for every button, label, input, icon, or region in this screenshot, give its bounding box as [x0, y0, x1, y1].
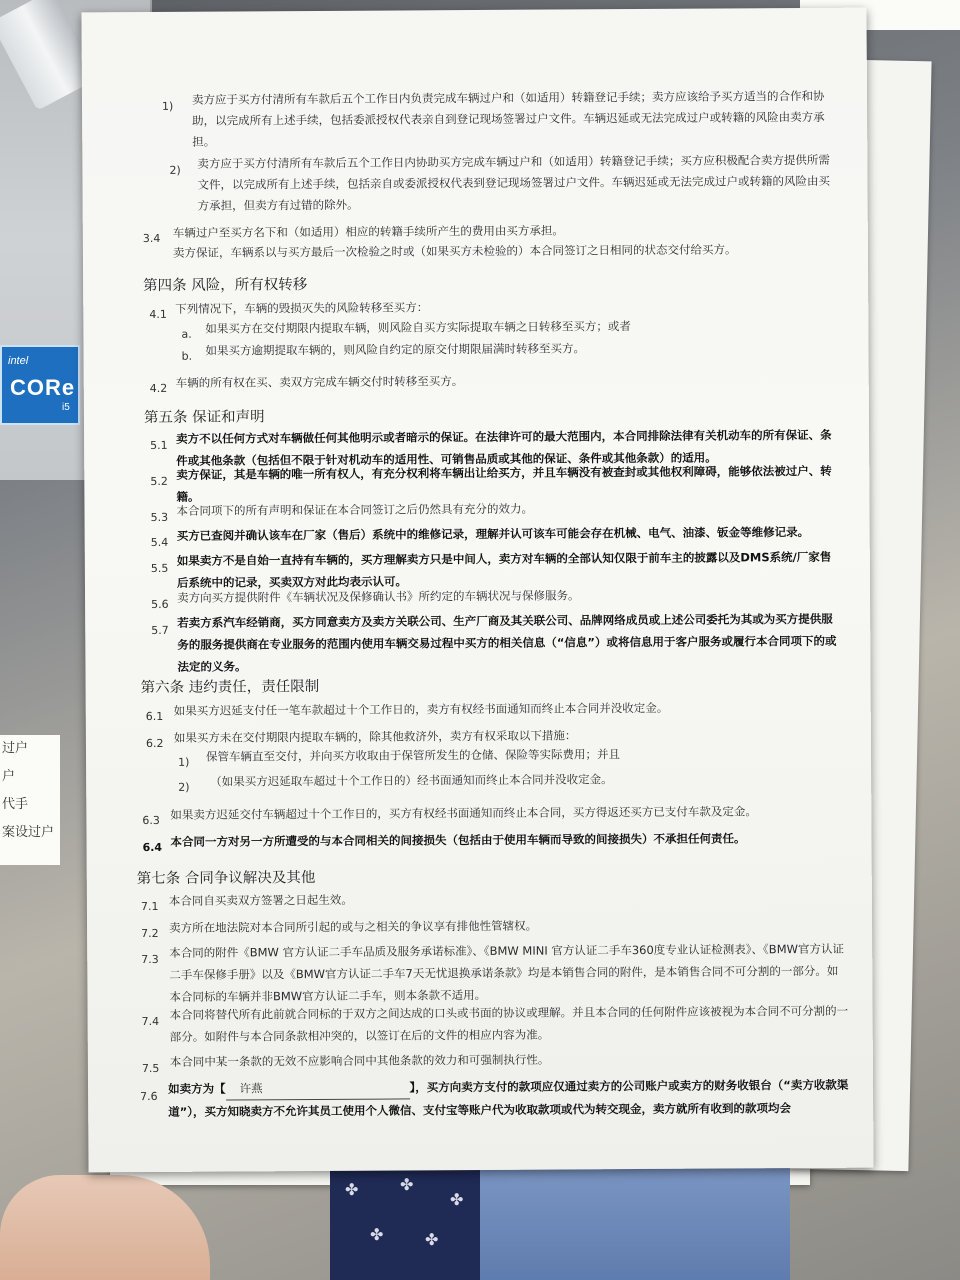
clause-text: 车辆过户至买方名下和（如适用）相应的转籍手续所产生的费用由买方承担。	[172, 223, 564, 240]
clause-number: 5.7	[151, 623, 169, 637]
clause-text: 如果买方迟延支付任一笔车款超过十个工作日的，卖方有权经书面通知而终止本合同并没收定金。	[173, 700, 669, 718]
clause-text-7-6	[168, 1074, 858, 1123]
clause-text: 本合同一方对另一方所遭受的与本合同相关的间接损失（包括由于使用车辆而导致的间接损失）不承担任何责任。	[170, 831, 746, 849]
intel-brand: intel	[8, 355, 29, 367]
clause-number: 7.4	[141, 1014, 160, 1029]
clause-text: 卖方应于买方付清所有车款后五个工作日内协助买方完成车辆过户和（如适用）转籍登记手续；买方应积极配合卖方提供所需文件，以完成所有上述手续，包括亲自或委派授权代表到登记现场签署过户文件。车辆迟延或无法完成过户或转籍的风险由买方承担，但卖方有过错的除外。	[197, 152, 831, 213]
clause-text: 如果买方逾期提取车辆的，则风险自约定的原交付期限届满时转移至买方。	[205, 341, 586, 358]
clause-number: 6.2	[145, 736, 164, 751]
clause-number: 5.3	[150, 510, 169, 524]
clause-text: 若卖方系汽车经销商，买方同意卖方及卖方关联公司、生产厂商及其关联公司、品牌网络成员或上述公司委托为其或为买方提供服务的服务提供商在专业服务的范围内使用车辆交易过程中买方的相关信息（“信息”）或将信息用于客户服务或履行本合同项下的或法定的义务。	[177, 611, 837, 674]
clause-text: 如果买方未在交付期限内提取车辆的，除其他救济外，卖方有权采取以下措施：	[173, 728, 577, 745]
intel-core-sticker	[0, 345, 80, 425]
back-paper-left	[0, 735, 60, 865]
seller-name-field: 许燕	[225, 1076, 409, 1100]
clause-number: 7.6	[140, 1089, 158, 1104]
clause-number: 5.2	[150, 474, 168, 488]
contract-page	[81, 8, 873, 1173]
tie: ✤ ✤ ✤ ✤ ✤	[330, 1160, 480, 1280]
clause-number: 5.4	[150, 535, 169, 549]
clause-number: 3.4	[142, 231, 161, 246]
clause-number: 5.5	[150, 561, 169, 575]
clause-number: 1)	[162, 99, 174, 113]
clause-text: 买方已查阅并确认该车在厂家（售后）系统中的维修记录，理解并认可该车可能会存在机械、电气、油漆、钣金等维修记录。	[176, 524, 810, 543]
back-text: 户	[2, 769, 16, 784]
clause-text: 本合同项下的所有声明和保证在本合同签订之后仍然具有充分的效力。	[176, 501, 534, 518]
clause-text: 下列情况下，车辆的毁损灭失的风险转移至买方：	[175, 300, 429, 316]
back-text: 过户	[2, 741, 29, 756]
clause-text: 如果买方在交付期限内提取车辆，则风险自买方实际提取车辆之日转移至买方；或者	[205, 319, 631, 336]
clause-number: a.	[181, 327, 192, 341]
clause-text: 本合同中某一条款的无效不应影响合同中其他条款的效力和可强制执行性。	[169, 1052, 550, 1069]
clause-number: 2)	[169, 163, 181, 177]
clause-text: 如果卖方不是自始一直持有车辆的，买方理解卖方只是中间人，卖方对车辆的全部认知仅限于前车主的披露以及DMS系统/厂家售后系统中的记录，买卖双方对此均表示认可。	[176, 549, 832, 590]
clause-number: 7.3	[141, 952, 159, 967]
clause-number: 7.5	[141, 1061, 160, 1076]
intel-product: CORe	[10, 375, 76, 400]
clause-text: 卖方所在地法院对本合同所引起的或与之相关的争议享有排他性管辖权。	[169, 918, 538, 935]
clause-number: 5.6	[151, 597, 169, 611]
clause-text: 卖方应于买方付清所有车款后五个工作日内负责完成车辆过户和（如适用）转籍登记手续；卖方应该给予买方适当的合作和协助，以完成所有上述手续，包括委派授权代表亲自到登记现场签署过户文件。车辆迟延或无法完成过户或转籍的风险由卖方承担。	[191, 88, 825, 149]
clause-number: 6.3	[142, 813, 160, 828]
clause-text: （如果买方迟延取车超过十个工作日的）经书面通知而终止本合同并没收定金。	[210, 772, 613, 789]
clause-number: 7.1	[140, 899, 159, 914]
clause-text: 本合同自买卖双方签署之日起生效。	[168, 892, 353, 908]
section-heading: 第六条 违约责任，责任限制	[140, 678, 320, 697]
clause-text: 本合同将替代所有此前就合同标的于双方之间达成的口头或书面的协议或理解。并且本合同的任何附件应该被视为本合同不可分割的一部分。如附件与本合同条款相冲突的，以签订在后的文件的相应内容为准。	[169, 1003, 849, 1044]
clause-text: 保管车辆直至交付，并向买方收取由于保管所发生的仓储、保险等实际费用；并且	[205, 747, 621, 764]
clause-text: 卖方保证，车辆系以与买方最后一次检验之时或（如果买方未检验的）本合同签订之日相同的状态交付给买方。	[172, 242, 737, 260]
clause-text: 卖方不以任何方式对车辆做任何其他明示或者暗示的保证。在法律许可的最大范围内，本合同排除法律有关机动车的所有保证、条件或其他条款（包括但不限于针对机动车的适用性、可销售品质或其他的保证、条件或其他条款）的适用。	[176, 427, 832, 468]
clause-number: b.	[181, 349, 193, 363]
clause-number: 1)	[178, 755, 190, 769]
clause-text: 卖方保证，其是车辆的唯一所有权人，有充分权利将车辆出让给买方，并且车辆没有被查封或其他权利障碍，能够依法被过户、转籍。	[176, 463, 832, 504]
section-heading: 第四条 风险，所有权转移	[143, 277, 308, 295]
section-heading: 第七条 合同争议解决及其他	[136, 869, 316, 888]
clause-number: 6.4	[142, 840, 163, 855]
clause-text: 如果卖方迟延交付车辆超过十个工作日的，买方有权经书面通知而终止本合同，买方得返还买方已支付车款及定金。	[170, 804, 757, 822]
clause-number: 6.1	[145, 709, 164, 724]
clause-suffix: 】，买方向卖方支付的款项应仅通过卖方的公司账户或卖方的财务收银台（“卖方收款渠道”），买方知晓卖方不允许其员工使用个人微信、支付宝等账户代为收取款项或代为转交现金，卖方就所有收到的款项均会	[168, 1077, 849, 1119]
clause-number: 5.1	[150, 438, 168, 452]
section-heading: 第五条 保证和声明	[143, 409, 265, 427]
clause-number: 4.2	[149, 381, 168, 395]
clause-text: 车辆的所有权在买、卖双方完成车辆交付时转移至买方。	[175, 374, 464, 390]
clause-number: 4.1	[149, 307, 167, 321]
back-text: 案设过户	[2, 825, 55, 840]
clause-text: 本合同的附件《BMW 官方认证二手车品质及服务承诺标准》、《BMW MINI 官方认证二手车360度专业认证检测表》、《BMW官方认证二手车保修手册》以及《BMW官方认证二手车7天无忧退换承诺条款》均是本销售合同的附件，是本销售合同不可分割的一部分。如本合同标的车辆并非BMW官方认证二手车，则本条款不适用。	[169, 941, 845, 1004]
clause-number: 2)	[178, 780, 190, 794]
clause-number: 7.2	[141, 926, 159, 941]
back-text: 代手	[2, 797, 29, 812]
clause-prefix: 如卖方为【	[167, 1081, 226, 1096]
clause-text: 卖方向买方提供附件《车辆状况及保修确认书》所约定的车辆状况与保修服务。	[176, 588, 580, 605]
intel-tier: i5	[62, 402, 70, 413]
